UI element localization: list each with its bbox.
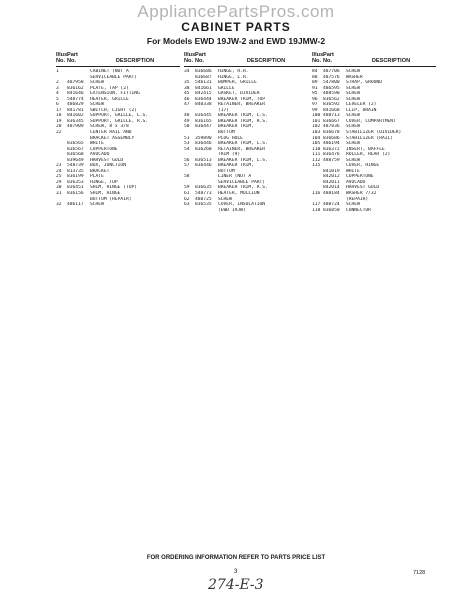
part-no-cell: 547800 <box>323 80 340 86</box>
part-no-cell: 487576 <box>323 74 340 80</box>
description-cell: PLUG HOLE <box>218 135 243 141</box>
illus-no-header: Illus. No. <box>56 52 69 64</box>
illus-no-cell: 19 <box>56 118 62 124</box>
illus-no-cell: 61 <box>184 191 190 197</box>
description-cell: COPPERTONE <box>90 146 118 152</box>
illus-no-cell: 54 <box>184 146 190 152</box>
description-cell: WASHER 7/32 <box>346 191 377 197</box>
description-cell: GRILLE <box>218 85 235 91</box>
part-no-cell: 839649 <box>67 157 84 163</box>
part-no-cell: 836476 <box>323 152 340 158</box>
description-cell: SCREW <box>346 141 360 147</box>
illus-no-cell: 103 <box>312 130 321 136</box>
illus-no-cell: 5 <box>56 96 59 102</box>
description-cell: LEVELER (2) <box>346 102 377 108</box>
illus-no-cell: 115 <box>312 163 321 169</box>
part-no-cell: 486595 <box>323 85 340 91</box>
description-cell: SHIM, HINGE <box>90 191 121 197</box>
part-no-cell: 836562 <box>323 96 340 102</box>
description-cell: AVOCADO <box>90 152 110 158</box>
watermark-text: AppliancePartsPros.com <box>137 2 335 21</box>
description-cell: SCREW <box>346 96 360 102</box>
part-no-cell: 836446 <box>195 163 212 169</box>
illus-no-cell: 6 <box>56 102 59 108</box>
illus-no-cell: 18 <box>56 113 62 119</box>
description-cell: BOTTOM (REPAIR) <box>90 196 132 202</box>
illus-no-cell: 100 <box>312 113 321 119</box>
description-header: DESCRIPTION <box>371 58 411 64</box>
part-no-cell: 487958 <box>67 80 84 86</box>
illus-no-cell: 30 <box>56 185 62 191</box>
page-subtitle: For Models EWD 19JW-2 and EWD 19JMW-2 <box>146 36 326 46</box>
part-no-cell: 487909 <box>67 124 84 130</box>
description-cell: HINGE, R.H. <box>218 69 249 74</box>
part-no-cell: 487836 <box>323 124 340 130</box>
illus-no-cell: 89 <box>312 80 318 86</box>
illus-no-cell: 101 <box>312 118 321 124</box>
illus-no-cell: 97 <box>312 102 318 108</box>
description-cell: CENTER RAIL AND <box>90 130 132 136</box>
part-no-cell: 486194 <box>323 141 340 147</box>
part-no-cell: 840338 <box>195 102 212 108</box>
description-cell: SCREW <box>346 202 360 208</box>
illus-no-cell: 112 <box>312 157 321 163</box>
part-no-cell: 836678 <box>323 130 340 136</box>
description-cell: WHITE <box>346 168 360 174</box>
description-cell: EXTENSION, FITTING <box>90 91 140 97</box>
illus-no-header: Illus. No. <box>184 52 197 64</box>
description-cell: STABILIZER (DIVIDER) <box>346 130 402 136</box>
illus-no-cell: 4 <box>56 91 59 97</box>
illus-no-cell: 58 <box>184 174 190 180</box>
illus-no-cell: 88 <box>312 74 318 80</box>
illus-no-cell: 99 <box>312 107 318 113</box>
illus-no-cell: 116 <box>312 191 321 197</box>
part-no-cell: 836162 <box>67 85 84 91</box>
table-row <box>312 208 436 214</box>
description-cell: BREAKER TRIM, <box>218 124 254 130</box>
description-cell: BREAKER TRIM, L.S. <box>218 157 268 163</box>
illus-no-cell: 23 <box>56 163 62 169</box>
description-cell: AVOCADO <box>346 179 366 185</box>
description-cell: HEATER, GRILLE <box>90 96 129 102</box>
illus-no-cell: 24 <box>56 168 62 174</box>
part-no-cell: 841668 <box>323 107 340 113</box>
description-cell: STABILIZER (RAIL) <box>346 135 394 141</box>
illus-no-cell: 84 <box>312 69 318 74</box>
parts-column-3 <box>312 52 436 213</box>
illus-no-cell: 29 <box>56 179 62 185</box>
description-cell: BRACKET ASSEMBLY <box>90 135 135 141</box>
description-cell: BREAKER TRIM, <box>218 163 254 169</box>
illus-no-cell <box>184 208 195 214</box>
page-title: CABINET PARTS <box>181 20 291 34</box>
description-cell: SERVICEABLE PART) <box>218 179 266 185</box>
description-cell: BRACKET <box>90 168 110 174</box>
part-no-cell: 836568 <box>67 152 84 158</box>
description-cell: SCREW <box>346 113 360 119</box>
description-cell: SUPPORT, GRILLE, R.S. <box>90 118 149 124</box>
ordering-info-footer: FOR ORDERING INFORMATION REFER TO PARTS PRICE LIST <box>146 555 326 561</box>
page-number: 3 <box>234 569 238 575</box>
description-cell: COVER, COMPARTMENT <box>346 118 396 124</box>
column-header <box>184 52 314 67</box>
part-no-cell: 813735 <box>67 168 84 174</box>
part-no-cell: 836451 <box>67 185 84 191</box>
part-no-cell: 548773 <box>195 191 212 197</box>
description-cell: SCREW <box>218 196 232 202</box>
part-no-cell: 836687 <box>195 74 212 80</box>
description-cell: COPPERTONE <box>346 174 374 180</box>
part-no-cell: 486829 <box>67 102 84 108</box>
column-header <box>56 52 180 67</box>
column-header <box>312 52 436 67</box>
part-no-cell: 486117 <box>67 202 84 208</box>
description-cell: SCREW <box>346 91 360 97</box>
description-cell: SCREW, 8 x 3/8 <box>90 124 129 130</box>
description-cell: SCREW <box>90 80 104 86</box>
description-cell: TRIM (9) <box>218 152 241 158</box>
description-header: DESCRIPTION <box>115 58 155 64</box>
illus-no-cell: 1 <box>56 69 59 74</box>
part-no-cell: 836372 <box>323 146 340 152</box>
part-no-cell: 836447 <box>195 124 212 130</box>
illus-no-header: Illus. No. <box>312 52 325 64</box>
illus-no-cell: 110 <box>312 146 321 152</box>
description-cell: LINER (NOT A <box>218 174 252 180</box>
part-no-cell: 836850 <box>323 207 340 213</box>
description-cell: INSERT, BAFFLE <box>346 146 385 152</box>
part-no-cell: 487706 <box>323 69 340 74</box>
part-no-cell: 836635 <box>195 185 212 191</box>
part-no-cell: 488725 <box>195 196 212 202</box>
part-no-cell: 836445 <box>195 113 212 119</box>
illus-no-cell: 50 <box>184 124 190 130</box>
illus-no-cell: 95 <box>312 91 318 97</box>
part-no-cell: 548739 <box>67 163 84 169</box>
description-cell: WASHER <box>346 74 363 80</box>
description-cell: WHITE <box>90 141 104 147</box>
description-header: DESCRIPTION <box>246 58 286 64</box>
illus-no-cell: 96 <box>312 96 318 102</box>
description-cell: SERVICEABLE PART) <box>90 74 138 80</box>
part-no-header: Part No. <box>195 52 206 64</box>
description-cell: HINGE, TOP <box>90 179 118 185</box>
part-no-cell <box>195 208 218 214</box>
description-cell: STRAP, GROUND <box>346 80 382 86</box>
parts-rows <box>312 69 436 213</box>
description-cell: RETAINER, BREAKER <box>218 102 266 108</box>
illus-no-cell: 57 <box>184 163 190 169</box>
part-no-cell: 488724 <box>323 202 340 208</box>
description-cell: BOX, JUNCTION <box>90 163 126 169</box>
illus-no-cell: 46 <box>184 96 190 102</box>
description-cell: GASKET, DIVIDER <box>218 91 260 97</box>
illus-no-cell: 2 <box>56 80 59 86</box>
illus-no-cell: 51 <box>184 135 190 141</box>
illus-no-cell: 45 <box>184 91 190 97</box>
description-cell: BREAKER TRIM, R.S. <box>218 118 268 124</box>
parts-column-1 <box>56 52 180 208</box>
description-cell: BREAKER TRIM, R.S. <box>218 185 268 191</box>
part-no-cell: 836592 <box>323 102 340 108</box>
illus-no-cell: 118 <box>312 207 321 213</box>
description-cell: BUMPER, GRILLE <box>218 80 257 86</box>
part-no-cell: 836353 <box>67 179 84 185</box>
part-no-cell: 842011 <box>323 179 340 185</box>
description-cell: HEATER, MULLION <box>218 191 260 197</box>
description-cell: CLIP, DRAIN <box>346 107 377 113</box>
illus-no-cell: 49 <box>184 118 190 124</box>
description-cell: SUPPORT, GRILLE, L.S. <box>90 113 149 119</box>
description-cell: BREAKER TRIM, L.S. <box>218 141 268 147</box>
part-no-cell: 841602 <box>67 113 84 119</box>
part-no-cell: 842014 <box>323 185 340 191</box>
description-cell: RETAINER, BREAKER <box>218 146 266 152</box>
illus-no-cell: 47 <box>184 102 190 108</box>
part-no-cell: 359890 <box>195 135 212 141</box>
table-row <box>184 208 314 214</box>
part-no-cell: 836667 <box>323 118 340 124</box>
part-no-cell: 841661 <box>195 85 212 91</box>
illus-no-cell: 111 <box>312 152 321 158</box>
illus-no-cell: 31 <box>56 191 62 197</box>
part-no-cell: 841646 <box>67 91 84 97</box>
description-cell: (REPAIR) <box>346 196 369 202</box>
part-no-cell: 488184 <box>323 191 340 197</box>
part-no-header: Part No. <box>323 52 334 64</box>
description-cell: (17) <box>218 107 230 113</box>
part-no-cell: 836446 <box>195 141 212 147</box>
part-no-cell: 836199 <box>67 174 84 180</box>
description-cell: PLATE, TAP (2) <box>90 85 129 91</box>
part-no-cell: 488713 <box>323 113 340 119</box>
part-no-cell: 488759 <box>323 157 340 163</box>
illus-no-cell: 117 <box>312 202 321 208</box>
handwritten-note: 274-E-3 <box>208 577 264 593</box>
illus-no-cell: 105 <box>312 141 321 147</box>
illus-no-cell: 62 <box>184 196 190 202</box>
description-cell: (EWD 19JW) <box>218 207 246 213</box>
part-no-cell: 841019 <box>323 168 340 174</box>
part-no-cell: 836156 <box>67 191 84 197</box>
part-no-cell: 836535 <box>195 202 212 208</box>
illus-no-cell: 56 <box>184 157 190 163</box>
part-no-cell: 836686 <box>323 135 340 141</box>
description-cell: CABINET (NOT A <box>90 69 129 74</box>
illus-no-cell: 35 <box>184 80 190 86</box>
illus-no-cell: 25 <box>56 174 62 180</box>
description-cell: HINGE, L.H. <box>218 74 249 80</box>
part-no-cell: 836260 <box>195 146 212 152</box>
illus-no-cell: 91 <box>312 85 318 91</box>
description-cell: SCREW <box>346 157 360 163</box>
part-no-cell: 836565 <box>67 141 84 147</box>
description-cell: HARVEST GOLD <box>346 185 380 191</box>
part-no-cell: 548774 <box>67 96 84 102</box>
illus-no-cell: 3 <box>56 85 59 91</box>
part-no-cell: 842415 <box>195 91 212 97</box>
description-cell: BREAKER TRIM, L.S. <box>218 113 268 119</box>
part-no-cell: 488590 <box>323 91 340 97</box>
part-no-cell: 836513 <box>195 157 212 163</box>
illus-no-cell: 32 <box>56 202 62 208</box>
illus-no-cell: 59 <box>184 185 190 191</box>
illus-no-cell: 63 <box>184 202 190 208</box>
description-cell: SWITCH, LIGHT (2) <box>90 107 138 113</box>
part-no-cell: 841781 <box>67 107 84 113</box>
illus-no-cell: 53 <box>184 141 190 147</box>
table-row <box>56 202 180 208</box>
description-cell: COVER, INSULATION <box>218 202 266 208</box>
part-no-cell: 836444 <box>195 96 212 102</box>
description-cell: ROLLER, REAR (2) <box>346 152 391 158</box>
description-cell: PLATE <box>90 174 104 180</box>
description-cell: BOTTOM <box>218 168 235 174</box>
illus-no-cell: 17 <box>56 107 62 113</box>
description-cell: SCREW <box>90 202 104 208</box>
part-no-cell: 836567 <box>67 146 84 152</box>
description-cell: SCREW <box>90 102 104 108</box>
parts-rows <box>184 69 314 213</box>
description-cell: BOTTOM <box>218 130 235 136</box>
parts-rows <box>56 69 180 208</box>
document-number: 7128 <box>413 570 426 576</box>
illus-no-cell: 102 <box>312 124 321 130</box>
description-cell: BREAKER TRIM, TOP <box>218 96 266 102</box>
description-cell: SHIM, HINGE (TOP) <box>90 185 138 191</box>
description-cell: SCREW <box>346 124 360 130</box>
illus-no-cell: 38 <box>184 85 190 91</box>
illus-no-cell: 22 <box>56 130 62 136</box>
part-no-cell: 836345 <box>67 118 84 124</box>
illus-no-cell: 48 <box>184 113 190 119</box>
description-cell: SCREW <box>346 85 360 91</box>
illus-no-cell: 20 <box>56 124 62 130</box>
description-cell: SCREW <box>346 69 360 74</box>
part-no-cell: 836686 <box>195 69 212 74</box>
parts-column-2 <box>184 52 314 213</box>
description-cell: CONNECTOR <box>346 207 371 213</box>
part-no-cell: 546131 <box>195 80 212 86</box>
illus-no-cell: 104 <box>312 135 321 141</box>
illus-no-cell: 34 <box>184 69 190 74</box>
part-no-cell: 842012 <box>323 174 340 180</box>
part-no-header: Part No. <box>67 52 78 64</box>
part-no-cell: 836165 <box>195 118 212 124</box>
description-cell: HARVEST GOLD <box>90 157 124 163</box>
description-cell: COVER, HINGE <box>346 163 380 169</box>
